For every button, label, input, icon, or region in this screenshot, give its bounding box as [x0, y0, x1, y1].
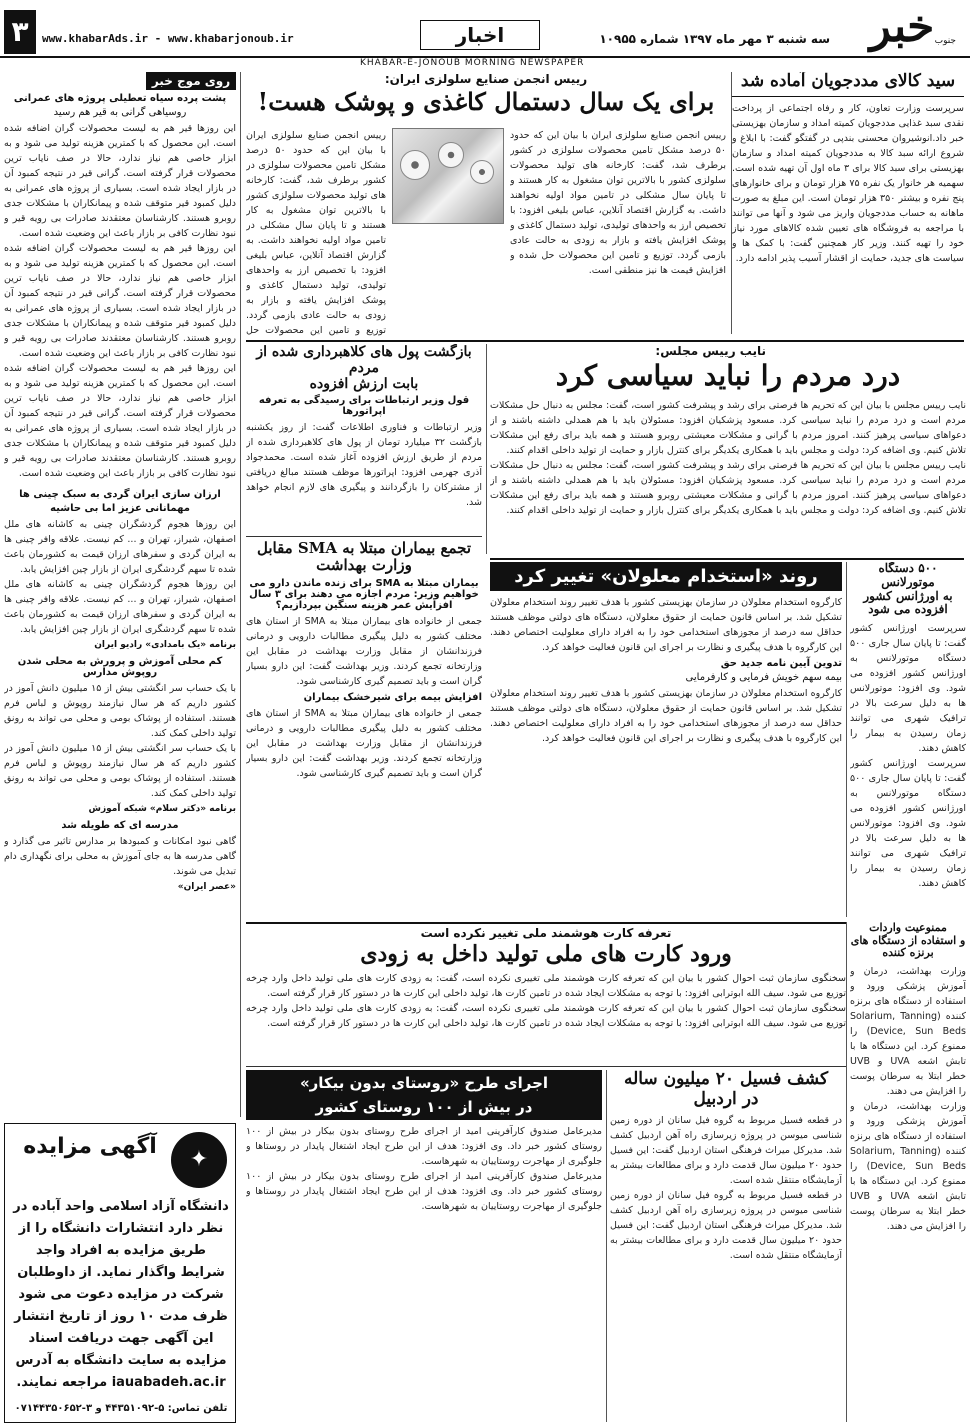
employment-body: کارگروه استخدام معلولان در سازمان بهزیستی کشور با هدف تغییر روند استخدام معلولان تشکیل شد. بر اساس قانون حمایت از حقوق معلولان، دستگاه های دولتی موظف هستند حداقل سه درصد از مجوزهای استخدامی خود را به افراد دارای معلولیت اختصاص دهند. این کارگروه با هدف پیگیری و نظارت بر اجرای این قانون فعالیت خواهد کرد.	[490, 597, 842, 653]
motorlance-headline-3: افزوده می شود	[868, 602, 948, 617]
vice-speaker-headline: درد مردم را نباید سیاسی کرد	[555, 359, 901, 392]
vice-speaker-article	[490, 344, 966, 556]
cashback-article	[246, 344, 482, 534]
smart-cards-article	[246, 926, 846, 1064]
motorlance-article	[850, 562, 966, 917]
story1-body-continued: این روزها قیر هم به لیست محصولات گران اضافه شده است. این محصول که با کمترین هزینه تولید می شود و به ابزار خاصی هم نیاز ندارد، حالا در صف نایاب ترین محصولات قرار گرفته است. گرانی قیر در نتیجه کمبود آن در بازار ایجاد شده است. بسیاری از پروژه های عمرانی به دلیل کمبود قیر متوقف شده و پیمانکاران با مشکلات جدی روبرو هستند. کارشناسان معتقدند صادرات بی رویه قیر و نبود نظارت کافی بر بازار باعث این وضعیت شده است.	[4, 363, 236, 479]
vice-speaker-kicker: نایب رییس مجلس:	[655, 344, 766, 358]
village-body: مدیرعامل صندوق کارآفرینی امید از اجرای طرح روستای بدون بیکار در بیش از ۱۰۰ روستای کشور خبر داد. وی افزود: هدف از این طرح ایجاد اشتغال پایدار در روستاها و جلوگیری از مهاجرت روستاییان به شهرهاست.	[246, 1126, 602, 1167]
sma-headline-2: وزارت بهداشت	[316, 556, 412, 575]
logo-subtitle: جنوب	[934, 36, 956, 46]
smart-cards-kicker: تعرفه کارت هوشمند ملی تغییر نکرده است	[420, 926, 672, 940]
story4-body: گاهی نبود امکانات و کمبودها بر مدارس تاثیر می گذارد و گاهی مدرسه ها به جای آموزش به محلی برای نگهداری دام تبدیل می شوند.	[4, 836, 236, 877]
tissue-roll-graphic	[470, 160, 494, 184]
story1-subtitle: روسیاهی گرانی به قیر هم رسید	[53, 107, 187, 118]
fossil-body-continued: در قطعه فسیل مربوط به گروه فیل سانان از دوره زمین شناسی میوسن در پروژه زیرسازی راه آهن اردبیل کشف شد. مدیرکل میراث فرهنگی استان اردبیل گفت: این فسیل حدود ۲۰ میلیون سال قدمت دارد و برای مطالعات بیشتر به آزمایشگاه منتقل شده است.	[610, 1190, 842, 1262]
story4-source: «عصر ایران»	[177, 882, 236, 892]
tanning-headline: ممنوعیت واردات	[869, 922, 947, 934]
lead-body-column	[510, 128, 726, 338]
lead-headline: برای یک سال دستمال کاغذی و پوشک هست!	[257, 87, 715, 116]
story1-body-continued: این روزها قیر هم به لیست محصولات گران اضافه شده است. این محصول که با کمترین هزینه تولید می شود و به ابزار خاصی هم نیاز ندارد، حالا در صف نایاب ترین محصولات قرار گرفته است. گرانی قیر در نتیجه کمبود آن در بازار ایجاد شده است. بسیاری از پروژه های عمرانی به دلیل کمبود قیر متوقف شده و پیمانکاران با مشکلات جدی روبرو هستند. کارشناسان معتقدند صادرات بی رویه قیر و نبود نظارت کافی بر بازار باعث این وضعیت شده است.	[4, 243, 236, 359]
vice-speaker-body-continued: نایب رییس مجلس با بیان این که تحریم ها فرصتی برای رشد و پیشرفت کشور است، گفت: مجلس به دنبال حل مشکلات مردم است و درد مردم را نباید سیاسی کرد. مسعود پزشکیان افزود: مسئولان باید با هم همدلی داشته باشند و از دعواهای سیاسی پرهیز کنند. امروز مردم با گرانی و مشکلات معیشتی روبرو هستند و همه باید برای رفع این مشکلات تلاش کنیم. وی اضافه کرد: دولت و مجلس باید با همکاری یکدیگر برای کنترل بازار و حمایت از تولید داخلی اقدام کنند.	[490, 460, 966, 517]
employment-article	[490, 562, 842, 920]
motorlance-body-continued: سرپرست اورژانس کشور گفت: تا پایان سال جاری ۵۰۰ دستگاه موتورلانس به اورژانس کشور افزوده می شود. وی افزود: موتورلانس ها به دلیل سرعت بالا در ترافیک شهری می توانند زمان رسیدن به بیمار را کاهش دهند.	[850, 758, 966, 890]
fossil-article	[610, 1070, 842, 1422]
sma-article	[246, 540, 482, 920]
cashback-subtitle: قول وزیر ارتباطات برای رسیدگی به تعرفه اپراتورها	[258, 395, 470, 418]
english-masthead: KHABAR-E-JONOUB MORNING NEWSPAPER	[360, 58, 585, 68]
motorlance-headline: ۵۰۰ دستگاه موتورلانس	[878, 562, 938, 589]
story2-body: این روزها هجوم گردشگران چینی به کاشانه های ملل اصفهان، شیراز، تهران و ... کم نیست. علاقه وافر چینی ها به ایران گردی و سفرهای ارزان قیمت به کشورمان باعث شده تا سهم گردشگری ایران از بازار چین افزایش یابد.	[4, 519, 236, 575]
motorlance-headline-2: به اورژانس کشور	[863, 588, 953, 603]
lead-body-continued: رییس انجمن صنایع سلولزی ایران با بیان این که حدود ۵۰ درصد مشکل تامین محصولات سلولزی در کشور برطرف شد، گفت: کارخانه های تولید محصولات سلولزی کشور با بالاترین توان مشغول به کار هستند و تا پایان سال مشکلی در تامین مواد اولیه نخواهند داشت. به گزارش اقتصاد آنلاین، عباس بلیغی افزود: با تخصیص ارز به واحدهای تولیدی، تولید دستمال کاغذی و پوشک افزایش یافته و بازار به زودی به حالت عادی بازمی گردد. توزیع و تامین این محصولات حل	[246, 130, 386, 336]
vice-speaker-body: نایب رییس مجلس با بیان این که تحریم ها فرصتی برای رشد و پیشرفت کشور است، گفت: مجلس به دنبال حل مشکلات مردم است و درد مردم را نباید سیاسی کرد. مسعود پزشکیان افزود: مسئولان باید با هم همدلی داشته باشند و از دعواهای سیاسی پرهیز کنند. امروز مردم با گرانی و مشکلات معیشتی روبرو هستند و همه باید برای رفع این مشکلات تلاش کنیم. وی اضافه کرد: دولت و مجلس باید با همکاری یکدیگر برای کنترل بازار و حمایت از تولید داخلی اقدام کنند.	[490, 400, 966, 457]
story3-title: کم محلی آموزش و پرورش به محلی شدن روپوش مدارس	[17, 656, 223, 678]
tissue-roll-graphic	[400, 150, 430, 180]
village-article	[246, 1070, 602, 1422]
ad-text: دانشگاه آزاد اسلامی واحد آباده در نظر دارد انتشارات دانشگاه را از طریق مزایده به افراد واجد شرایط واگذار نماید. از داوطلبان شرکت در مزایده دعوت می شود ظرف مدت ۱۰ روز از تاریخ انتشار این آگهی جهت دریافت اسناد مزایده به سایت دانشگاه به آدرس iauabadeh.ac.ir مراجعه نمایند.	[13, 1199, 229, 1390]
tanning-headline-3: برنزه کننده	[882, 946, 934, 960]
cashback-headline: بازگشت پول های کلاهبرداری شده از مردم	[256, 344, 472, 377]
food-basket-headline: سید کالای مددجویان آماده شد	[732, 72, 964, 97]
website-urls[interactable]: www.khabarAds.ir - www.khabarjonoub.ir	[42, 32, 294, 45]
fossil-body: در قطعه فسیل مربوط به گروه فیل سانان از دوره زمین شناسی میوسن در پروژه زیرسازی راه آهن اردبیل کشف شد. مدیرکل میراث فرهنگی استان اردبیل گفت: این فسیل حدود ۲۰ میلیون سال قدمت دارد و برای مطالعات بیشتر به آزمایشگاه منتقل شده است.	[610, 1115, 842, 1187]
smart-cards-headline: ورود کارت های ملی تولید داخل به زودی	[360, 941, 732, 967]
story2-subtitle: مهمانانی عزیز اما بی حاشیه	[50, 503, 190, 514]
story3-body-continued: با یک حساب سر انگشتی بیش از ۱۵ میلیون دانش آموز در کشور داریم که هر سال نیازمند روپوش و لباس فرم هستند. استفاده از پوشاک بومی و محلی می تواند به رونق تولید داخلی کمک کند.	[4, 743, 236, 799]
employment-body-continued: کارگروه استخدام معلولان در سازمان بهزیستی کشور با هدف تغییر روند استخدام معلولان تشکیل شد. بر اساس قانون حمایت از حقوق معلولان، دستگاه های دولتی موظف هستند حداقل سه درصد از مجوزهای استخدامی خود را به افراد دارای معلولیت اختصاص دهند. این کارگروه با هدف پیگیری و نظارت بر اجرای این قانون فعالیت خواهد کرد.	[490, 688, 842, 744]
sma-subhead-2: افزایش بیمه برای شیرخشک بیماران	[303, 691, 482, 703]
food-basket-body: سرپرست وزارت تعاون، کار و رفاه اجتماعی از پرداخت نقدی سبد غذایی مددجویان کمیته امداد و سازمان بهزیستی خبر داد.انوشیروان محسنی بندپی در گفتگو گفت: با ابلاغ و شروع ارائه سبد کالا به مددجویان کمیته امداد و سازمان بهزیستی برای سبد کالا برای ۳ ماه اول آن تهیه شده است. سهمیه هر خانوار یک نفره ۷۵ هزار تومان و برای خانوارهای پنج نفره و بیشتر ۳۵۰ هزار تومان است. این مبلغ به صورت ماهانه به حساب مددجویان واریز می شود و آنها می توانند با مراجعه به فروشگاه های تعیین شده کالاهای مورد نیاز خود را تهیه کنند. وزیر کار همچنین گفت: با کمک ها و سیاست های جدید، حمایت از اقشار آسیب پذیر ادامه دارد.	[732, 102, 964, 264]
ad-title: آگهی مزایده	[23, 1134, 157, 1159]
page-number: ۳	[4, 10, 36, 54]
tissue-roll-graphic	[438, 142, 464, 168]
tanning-headline-2: و استفاده از دستگاه های	[850, 933, 966, 947]
issue-date: سه شنبه ۳ مهر ماه ۱۳۹۷ شماره ۱۰۹۵۵	[599, 32, 830, 46]
sma-body: جمعی از خانواده های بیماران مبتلا به SMA از استان های مختلف کشور به دلیل پیگیری مطالبات دارویی و درمانی فرزندانشان از مقابل وزارت بهداشت در مقابل این وزارتخانه تجمع کردند. وزیر بهداشت گفت: این دارو بسیار گران است و باید تصمیم گیری کارشناسی شود.	[246, 615, 482, 687]
auction-ad	[4, 1123, 236, 1423]
sma-subtitle: بیماران مبتلا به SMA برای زنده ماندن دارو می خواهیم وزیر: مردم اجازه می دهند برای ۳ سال افزایش عمر هزینه سنگین بپردازیم؟	[249, 577, 479, 611]
sma-body-continued: جمعی از خانواده های بیماران مبتلا به SMA از استان های مختلف کشور به دلیل پیگیری مطالبات دارویی و درمانی فرزندانشان از مقابل وزارت بهداشت در مقابل این وزارتخانه تجمع کردند. وزیر بهداشت گفت: این دارو بسیار گران است و باید تصمیم گیری کارشناسی شود.	[246, 707, 482, 779]
village-body-continued: مدیرعامل صندوق کارآفرینی امید از اجرای طرح روستای بدون بیکار در بیش از ۱۰۰ روستای کشور خبر داد. وی افزود: هدف از این طرح ایجاد اشتغال پایدار در روستاها و جلوگیری از مهاجرت روستاییان به شهرهاست.	[246, 1171, 602, 1212]
village-headline-2: در بیش از ۱۰۰ روستای کشور	[246, 1096, 602, 1120]
newspaper-logo: خبر	[869, 1, 935, 52]
news-wave-heading: روی موج خبر	[146, 72, 236, 90]
lead-body-column-2	[246, 128, 386, 338]
lead-kicker: رییس انجمن صنایع سلولزی ایران:	[384, 72, 588, 86]
story1-title: پشت پرده سیاه تعطیلی پروژه های عمرانی	[13, 93, 227, 104]
news-wave-column	[4, 72, 236, 1117]
story3-source: برنامه «دکتر سلام» شبکه آموزش	[88, 804, 236, 814]
fossil-headline: کشف فسیل ۲۰ میلیون ساله	[623, 1070, 829, 1089]
story3-body: با یک حساب سر انگشتی بیش از ۱۵ میلیون دانش آموز در کشور داریم که هر سال نیازمند روپوش و لباس فرم هستند. استفاده از پوشاک بومی و محلی می تواند به رونق تولید داخلی کمک کند.	[4, 683, 236, 739]
story2-title: ارزان سازی ایران گردی به سبک چینی ها	[19, 489, 221, 500]
ad-phone: تلفن تماس: ۵-۴۴۳۵۱۰۹۲ و ۳-۰۷۱۴۴۳۵۰۶۵۲	[14, 1403, 228, 1414]
lead-body: رییس انجمن صنایع سلولزی ایران با بیان این که حدود ۵۰ درصد مشکل تامین محصولات سلولزی در کشور برطرف شد، گفت: کارخانه های تولید محصولات سلولزی کشور با بالاترین توان مشغول به کار هستند و تا پایان سال مشکلی در تامین مواد اولیه نخواهند داشت. به گزارش اقتصاد آنلاین، عباس بلیغی افزود: با تخصیص ارز به واحدهای تولیدی، تولید دستمال کاغذی و پوشک افزایش یافته و بازار به زودی به حالت عادی بازمی گردد. توزیع و تامین این محصولات حل شده و افزایش قیمت ها نیز منطقی است.	[510, 130, 726, 276]
fossil-headline-2: در اردبیل	[693, 1088, 759, 1109]
tanning-article	[850, 922, 966, 1422]
story2-source: برنامه «یک بامدادی» رادیو ایران	[94, 640, 236, 650]
masthead	[0, 0, 970, 58]
sma-headline: تجمع بیماران مبتلا به SMA مقابل	[256, 540, 472, 557]
employment-subhead: تدوین آیین نامه جدید حق	[720, 658, 842, 669]
motorlance-body: سرپرست اورژانس کشور گفت: تا پایان سال جاری ۵۰۰ دستگاه موتورلانس به اورژانس کشور افزوده می شود. وی افزود: موتورلانس ها به دلیل سرعت بالا در ترافیک شهری می توانند زمان رسیدن به بیمار را کاهش دهند.	[850, 623, 966, 755]
food-basket-article	[732, 72, 964, 334]
story1-body: این روزها قیر هم به لیست محصولات گران اضافه شده است. این محصول که با کمترین هزینه تولید می شود و به ابزار خاصی هم نیاز ندارد، حالا در صف نایاب ترین محصولات قرار گرفته است. گرانی قیر در نتیجه کمبود آن در بازار ایجاد شده است. بسیاری از پروژه های عمرانی به دلیل کمبود قیر متوقف شده و پیمانکاران با مشکلات جدی روبرو هستند. کارشناسان معتقدند صادرات بی رویه قیر و نبود نظارت کافی بر بازار باعث این وضعیت شده است.	[4, 123, 236, 239]
story2-body-continued: این روزها هجوم گردشگران چینی به کاشانه های ملل اصفهان، شیراز، تهران و ... کم نیست. علاقه وافر چینی ها به ایران گردی و سفرهای ارزان قیمت به کشورمان باعث شده تا سهم گردشگری ایران از بازار چین افزایش یابد.	[4, 579, 236, 635]
smart-cards-body: سخنگوی سازمان ثبت احوال کشور با بیان این که تعرفه کارت هوشمند ملی تغییری نکرده است، گفت: به زودی کارت های ملی تولید داخل وارد چرخه توزیع می شود. سیف الله ابوترابی افزود: با توجه به مشکلات ایجاد شده در تامین کارت ها، تولید داخلی این کارت ها در دستور کار قرار گرفته است.	[246, 973, 846, 1000]
tanning-body: وزارت بهداشت، درمان و آموزش پزشکی ورود و استفاده از دستگاه های برنزه کننده (Solarium, Tanning Device, Sun Beds) را ممنوع کرد. این دستگاه ها با تابش اشعه UVA و UVB خطر ابتلا به سرطان پوست را افزایش می دهند.	[850, 965, 966, 1097]
cashback-body: وزیر ارتباطات و فناوری اطلاعات گفت: از روز یکشنبه بازگشت ۳۲ میلیارد تومان از پول های کلاهبرداری شده از مردم از طریق ارزش افزوده آغاز شده است. محمدجواد آذری جهرمی افزود: اپراتورها موظف هستند مبالغ دریافتی از مشترکان را بازگردانند و پیگیری های لازم انجام خواهد شد.	[246, 422, 482, 509]
employment-headline: روند «استخدام معلولان» تغییر کرد	[490, 562, 842, 591]
story4-title: مدرسه ای که طویله شد	[61, 820, 179, 831]
village-headline: اجرای طرح «روستای بدون بیکار»	[246, 1070, 602, 1096]
section-title: اخبار	[420, 20, 540, 50]
employment-subhead-2: بیمه سهم خویش فرمایی و کارفرمایی	[685, 672, 842, 683]
university-logo-icon: ✦	[171, 1132, 227, 1188]
tanning-body-continued: وزارت بهداشت، درمان و آموزش پزشکی ورود و استفاده از دستگاه های برنزه کننده (Solarium, Tanning Device, Sun Beds) را ممنوع کرد. این دستگاه ها با تابش اشعه UVA و UVB خطر ابتلا به سرطان پوست را افزایش می دهند.	[850, 1100, 966, 1232]
cashback-headline-2: بابت ارزش افزوده	[309, 376, 419, 393]
smart-cards-body-continued: سخنگوی سازمان ثبت احوال کشور با بیان این که تعرفه کارت هوشمند ملی تغییری نکرده است، گفت: به زودی کارت های ملی تولید داخل وارد چرخه توزیع می شود. سیف الله ابوترابی افزود: با توجه به مشکلات ایجاد شده در تامین کارت ها، تولید داخلی این کارت ها در دستور کار قرار گرفته است.	[246, 1003, 846, 1030]
